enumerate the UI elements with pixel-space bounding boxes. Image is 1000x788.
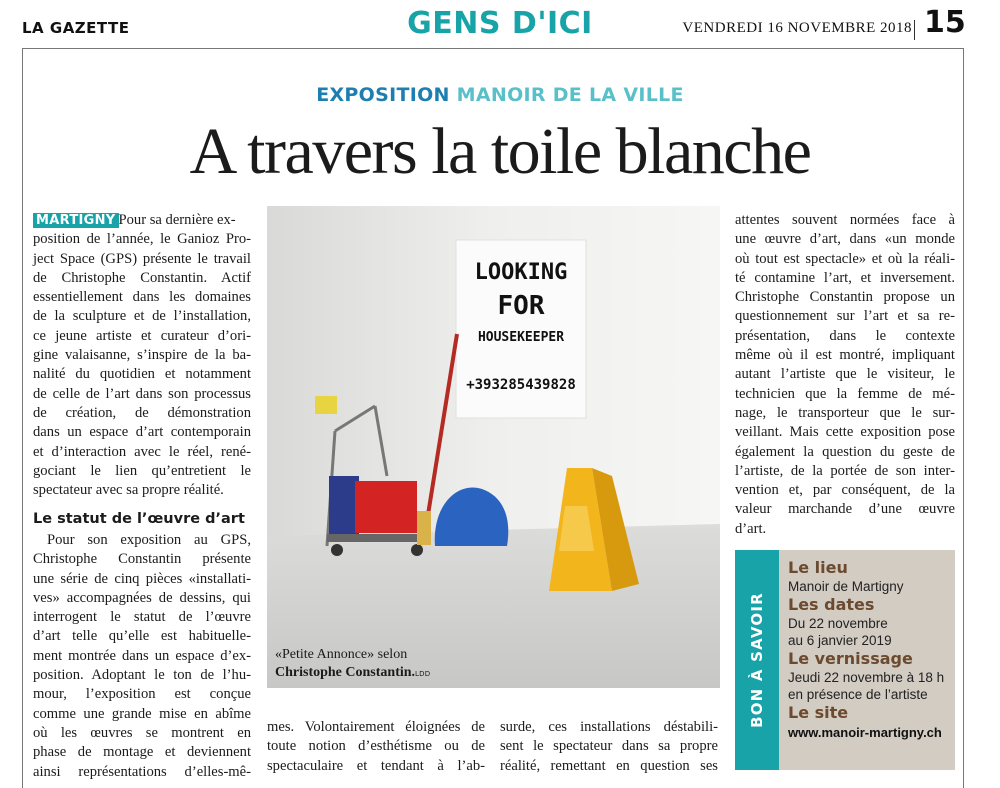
body-line: réalité, remettant en question ses [500,757,718,774]
body-line: ainsi représentations d’elles-mê- [33,763,251,780]
issue-date: VENDREDI 16 NOVEMBRE 2018 [682,20,912,36]
photo-credit: LDD [415,670,431,678]
duster [315,396,337,414]
body-line: d’art telle qu’elle est habituelle- [33,628,251,645]
info-text-vernissage-2: en présence de l’artiste [788,687,928,702]
kicker [0,84,1000,106]
body-line: technicien que la femme de mé- [735,385,955,402]
body-line: surde, ces installations déstabili- [500,719,718,735]
info-text-vernissage-1: Jeudi 22 novembre à 18 h [788,670,945,685]
sign-line-2: FOR [497,291,545,321]
body-line: ment montrée dans un espace d’ex- [33,647,251,664]
blue-bucket [329,476,359,536]
photo-caption [275,646,535,683]
info-heading-dates: Les dates [788,595,875,614]
article-column-3 [500,718,718,776]
sign-line-1: LOOKING [474,260,568,285]
kicker-location: MANOIR DE LA VILLE [456,84,684,106]
body-line: mour, l’exposition est conçue [33,686,251,703]
wheel [331,544,343,556]
body-line: attentes souvent normées face à [735,212,955,228]
info-heading-lieu: Le lieu [788,558,848,577]
body-line: nalité du quotidien et notamment [33,366,251,383]
body-line: dans un espace d’art contemporain [33,424,251,441]
body-line: spectateur avec sa propre réalité. [33,482,224,499]
body-line: Christophe Constantin propose un [735,289,955,306]
site-link[interactable]: www.manoir-martigny.ch [788,725,942,740]
info-text-lieu: Manoir de Martigny [788,579,904,594]
body-line: Pour son exposition au GPS, [47,532,251,548]
place-tag: MARTIGNY [33,213,119,228]
body-line: mes. Volontairement éloignées de [267,719,485,735]
body-line: d’art. [735,520,767,537]
body-line: interrogent le statut de l’œuvre [33,609,251,626]
info-text-dates-1: Du 22 novembre [788,616,888,631]
info-box-tab [735,550,779,770]
body-line: toute notion d’esthétisme ou de [267,738,485,755]
body-line: autant l’artiste que le visiteur, le [735,366,955,383]
info-heading-vernissage: Le vernissage [788,649,913,668]
article-column-4 [735,211,955,539]
article-column-1 [33,211,251,500]
body-line: de création, de démonstration [33,404,251,421]
article-column-1b [33,531,251,782]
body-line: questionnement sur l’art et sa re- [735,308,955,325]
info-text-dates-2: au 6 janvier 2019 [788,633,892,648]
body-line: Christophe Constantin présente [33,551,251,568]
caption-line-2: Christophe Constantin. [275,665,416,680]
body-line: essentiellement dans les domaines [33,289,251,306]
info-box-content [788,558,958,742]
body-line: gociant le lien qu’entretient le [33,462,251,479]
body-line: une œuvre d’art, dans «un monde [735,231,955,248]
body-line: veillant. Mais cette exposition pose [735,424,955,441]
body-line: ves» accompagnées de dessins, qui [33,589,251,606]
headline: A travers la toile blanche [189,115,811,188]
body-line: également la question du geste de [735,443,955,460]
body-line: où tout est spectacle» et où la réali- [735,250,955,267]
page-number: 15 [924,5,966,40]
body-line: vention et, par conséquent, de la [735,482,955,499]
body-line: ject Space (GPS) présente le travail [33,250,251,267]
bottle [417,511,431,545]
body-line: où les œuvres se montrent en [33,724,251,741]
body-line: position. Adoptant le ton de l’hu- [33,667,251,684]
info-heading-site: Le site [788,703,849,722]
body-line: té contamine l’art, et inversement. [735,269,955,286]
body-line: et d’interaction avec le réel, rené- [33,443,251,460]
info-box-tab-label: BON À SAVOIR [748,592,766,728]
body-line: gine valaisanne, s’inspire de la ba- [33,347,251,364]
body-line: de celle de l’art dans son processus [33,385,251,402]
body-line: sent le spectateur dans sa propre [500,738,718,755]
body-line: spectaculaire et tendant à l’ab- [267,757,485,774]
body-line: Pour sa dernière ex- [118,212,236,228]
body-line: une série de cinq pièces «installati- [33,570,251,587]
kicker-label: EXPOSITION [316,84,450,106]
subheading: Le statut de l’œuvre d’art [33,511,245,527]
body-line: position de l’année, le Ganioz Pro- [33,231,251,248]
body-line: nage, le transporteur que le sur- [735,404,955,421]
section-title: GENS D'ICI [407,6,593,41]
sign-line-4: +393285439828 [466,377,576,393]
body-line: de la sculpture et de l’installation, [33,308,251,325]
caption-line-1: «Petite Annonce» selon [275,647,408,662]
body-line: de Christophe Constantin. Actif [33,269,251,286]
header-divider [914,20,915,40]
body-line: comme une grande mise en abîme [33,705,251,722]
article-photo [267,206,720,688]
sign-line-3: HOUSEKEEPER [477,330,565,345]
body-line: présentation, dans le contexte [735,327,955,344]
red-bucket [355,481,417,533]
body-line: même où il est montré, impliquant [735,347,955,364]
body-line: valeur marchande d’une œuvre [735,501,955,518]
paper-name: LA GAZETTE [22,19,130,37]
article-column-2 [267,718,485,776]
body-line: l’artiste, de la portée de son inter- [735,462,955,479]
body-line: ce jeune artiste et curateur d’ori- [33,327,251,344]
artwork-photo-svg [267,206,720,688]
body-line: phase de montage et deviennent [33,744,251,761]
